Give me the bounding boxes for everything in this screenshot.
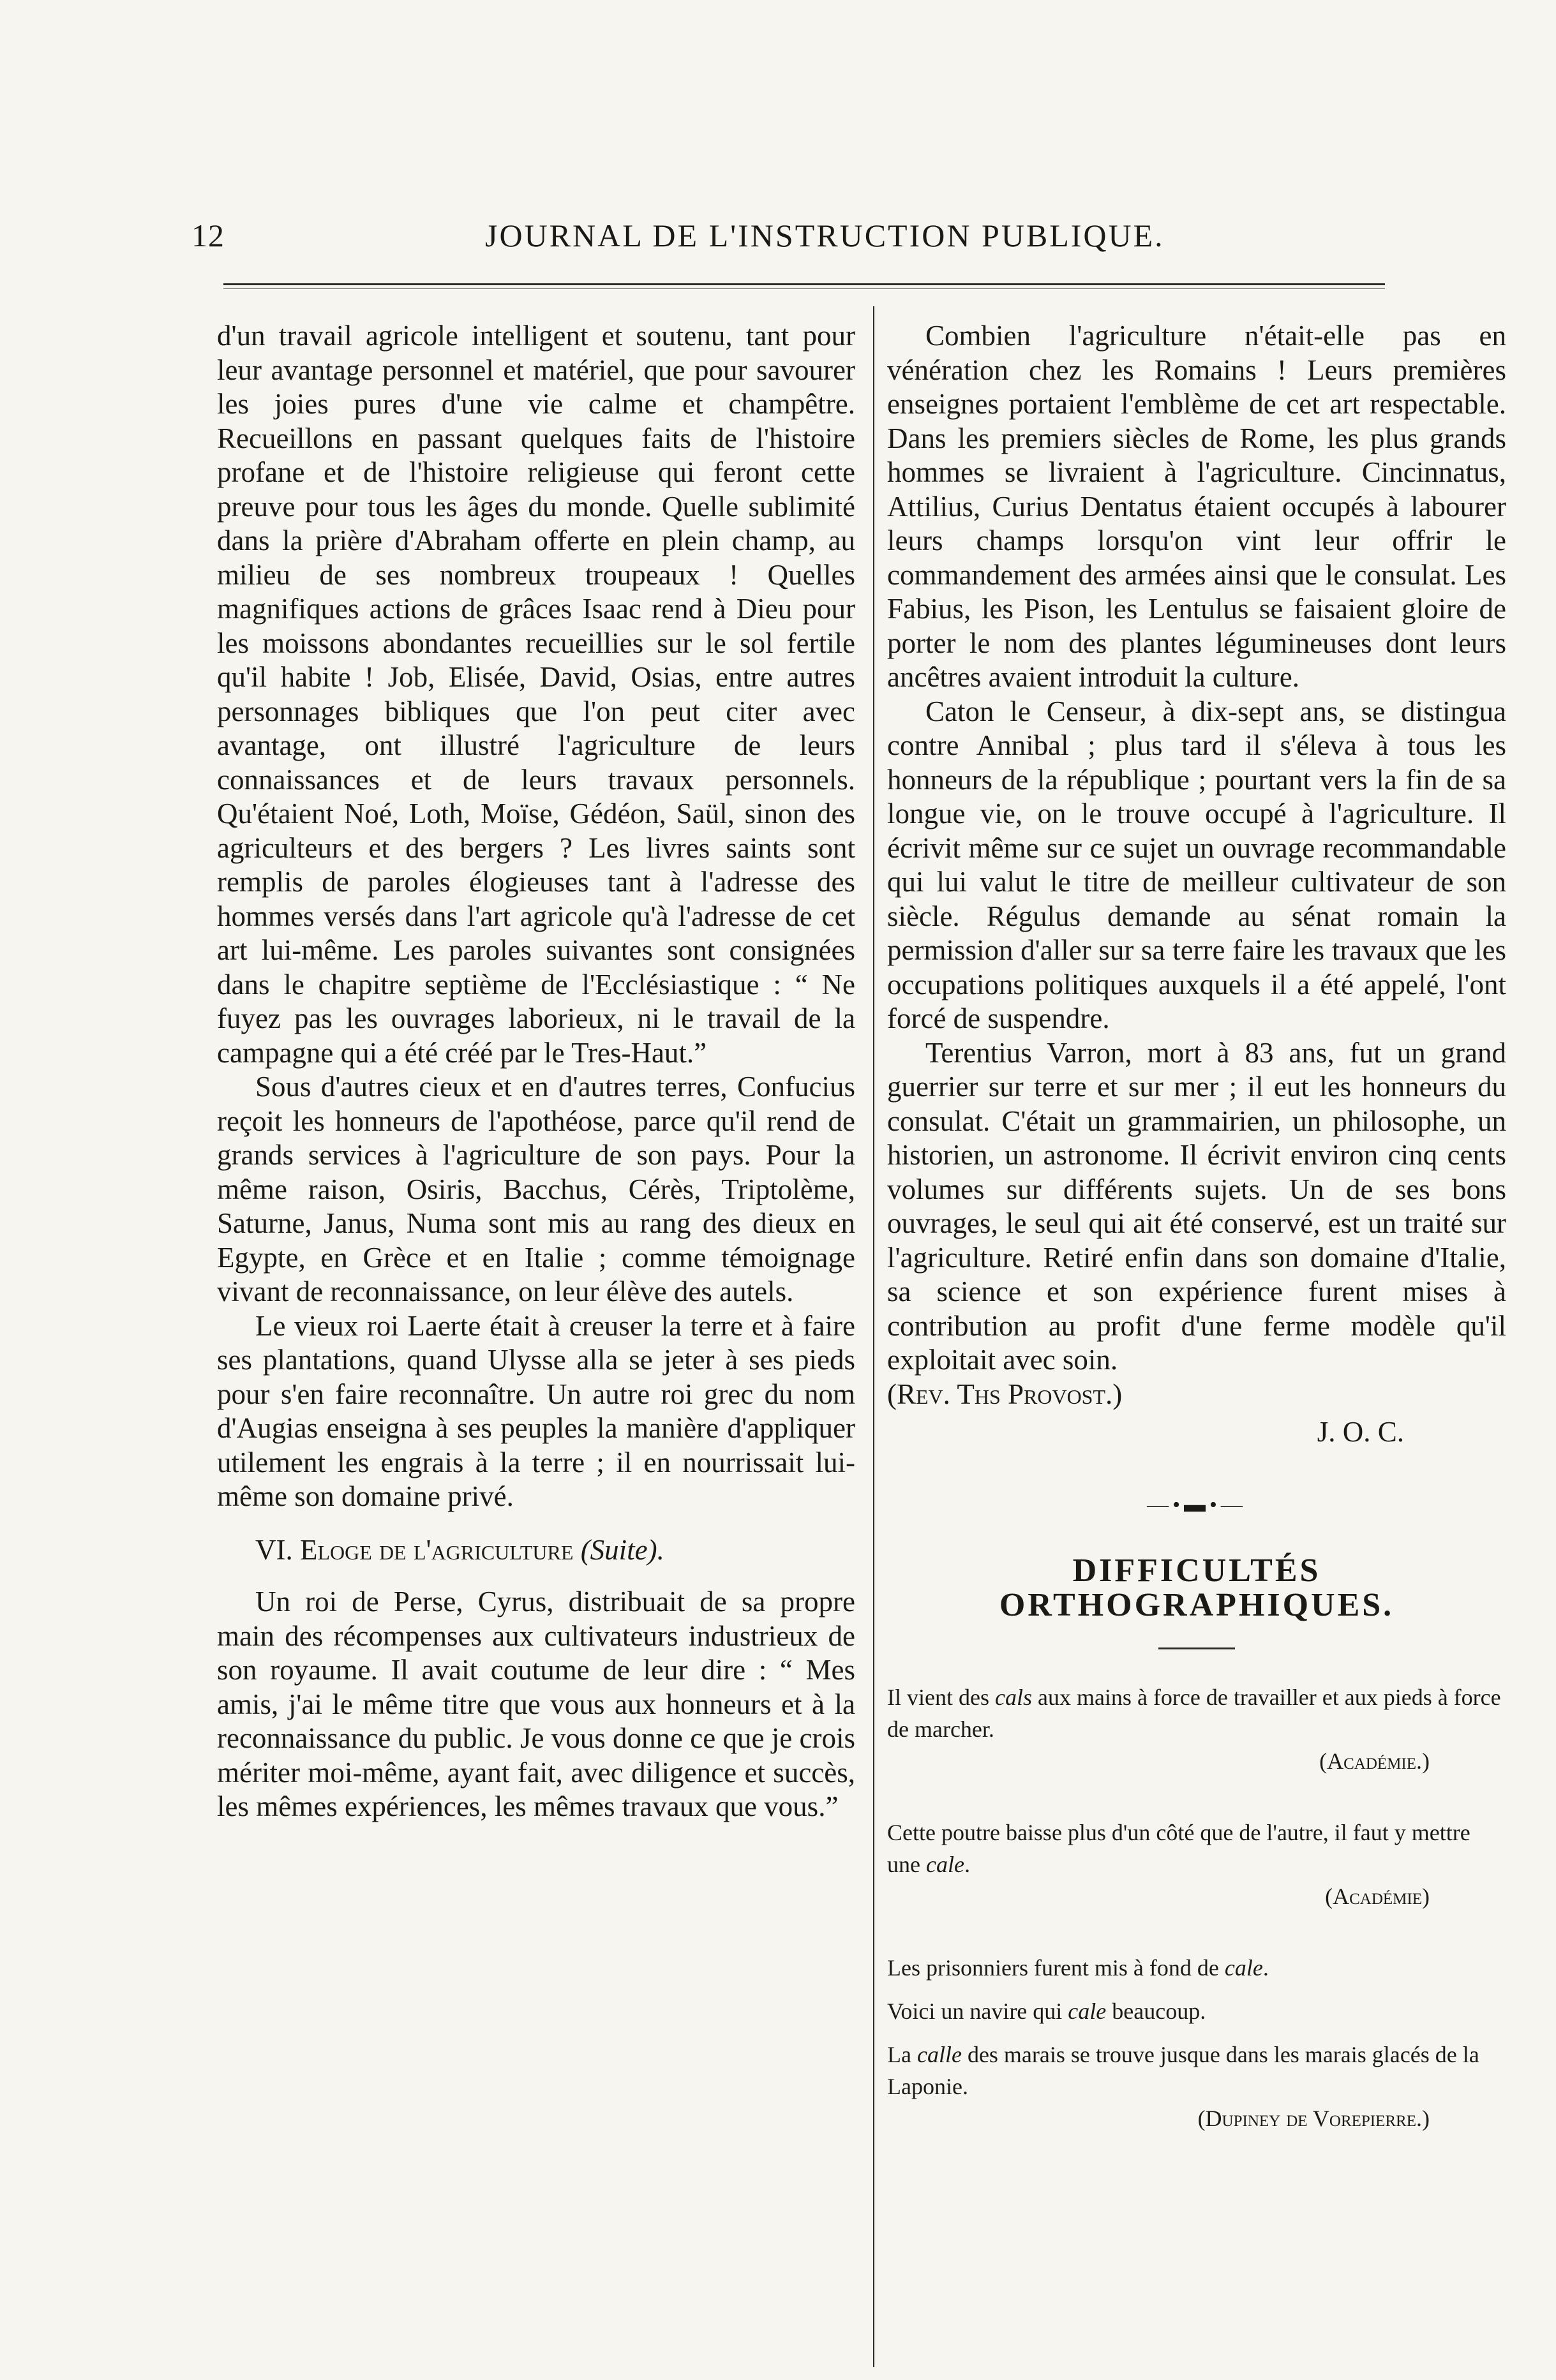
example-line: Les prisonniers furent mis à fond de cale. (887, 1955, 1269, 1981)
example-line: Il vient des cals aux mains à force de travailler et aux pieds à force de marcher. (887, 1685, 1501, 1742)
signature: J. O. C. (1317, 1416, 1404, 1448)
difficulties-examples (887, 1681, 1506, 2134)
example-word: calle (916, 2042, 962, 2067)
right-paragraph-1: Combien l'agriculture n'était-elle pas en vénération chez les Romains ! Leurs premières enseignes portaient l'emblème de cet art respectable. Dans les premiers siècles de Rome, les plus grands hommes se livraient à l'agriculture. Cincinnatus, Attilius, Curius Dentatus étaient occupés à labourer leurs champs lorsqu'on vint leur offrir le commandement des armées ainsi que le consulat. Les Fabius, les Pison, les Lentulus se faisaient gloire de porter le nom des plantes légumineuses dont leurs ancêtres avaient introduit la culture. (887, 320, 1506, 693)
section-suffix: (Suite). (580, 1533, 664, 1566)
ornament-divider: —•▬•— (1147, 1492, 1246, 1517)
left-paragraph-2: Sous d'autres cieux et en d'autres terres, Confucius reçoit les honneurs de l'apothéose, parce qu'il rend de grands services à l'agriculture de son pays. Pour la même raison, Osiris, Bacchus, Cérès, Triptolème, Saturne, Janus, Numa sont mis au rang des dieux en Egypte, en Grèce et en Italie ; comme témoignage vivant de reconnaissance, on leur élève des autels. (217, 1071, 855, 1307)
header-rule-thin (223, 288, 1385, 289)
difficulties-title: DIFFICULTÉS ORTHOGRAPHIQUES. (999, 1552, 1395, 1623)
example-line: Voici un navire qui cale beaucoup. (887, 1998, 1206, 2024)
section-heading (217, 1533, 855, 1568)
page-number: 12 (191, 218, 225, 253)
section-number: VI. (255, 1533, 293, 1566)
page-header (191, 217, 1442, 268)
header-rule (223, 283, 1385, 285)
example-word: cale (1224, 1955, 1263, 1981)
short-rule (1158, 1647, 1235, 1649)
journal-title: JOURNAL DE L'INSTRUCTION PUBLIQUE. (485, 218, 1165, 253)
left-paragraph-4: Un roi de Perse, Cyrus, distribuait de sa propre main des récompenses aux cultivateurs industrieux de son royaume. Il avait coutume de leur dire : “ Mes amis, j'ai le même titre que vous aux honneurs et à la reconnaissance du public. Je vous donne ce que je crois mériter moi-même, ayant fait, avec diligence et succès, les mêmes expériences, les mêmes travaux que vous.” (217, 1586, 855, 1822)
example-source: (Académie.) (1319, 1748, 1430, 1774)
right-paragraph-2: Caton le Censeur, à dix-sept ans, se distingua contre Annibal ; plus tard il s'éleva à tous les honneurs de la république ; pourtant vers la fin de sa longue vie, on le trouve occupé à l'agriculture. Il écrivit même sur ce sujet un ouvrage recommandable qui lui valut le titre de meilleur cultivateur de son siècle. Régulus demande au sénat romain la permission d'aller sur sa terre faire les travaux que les occupations politiques auxquels il a été appelé, l'ont forcé de suspendre. (887, 695, 1506, 1034)
example-group (887, 1681, 1506, 1777)
right-paragraph-3: Terentius Varron, mort à 83 ans, fut un grand guerrier sur terre et sur mer ; il eut les honneurs du consulat. C'était un grammairien, un philosophe, un historien, un astronome. Il écrivit environ cinq cents volumes sur différents sujets. Un de ses bons ouvrages, le seul qui ait été conservé, est un traité sur l'agriculture. Retiré enfin dans son domaine d'Italie, sa science et son expérience furent mises à contribution au profit d'une ferme modèle qu'il exploitait avec soin. (887, 1036, 1506, 1376)
example-word: cale (925, 1852, 964, 1877)
left-paragraph-3: Le vieux roi Laerte était à creuser la terre et à faire ses plantations, quand Ulysse alla se jeter à ses pieds pour s'en faire reconnaître. Un autre roi grec du nom d'Augias enseigna à ses peuples la manière d'appliquer utilement les engrais à la terre ; il en nourrissait lui-même son domaine privé. (217, 1309, 855, 1512)
example-line: Cette poutre baisse plus d'un côté que de l'autre, il faut y mettre une cale. (887, 1820, 1470, 1877)
example-source: (Dupiney de Vorepierre.) (1197, 2106, 1430, 2131)
right-column (887, 319, 1506, 2134)
section-title: Eloge de l'agriculture (299, 1533, 574, 1566)
example-word: cale (1068, 1998, 1107, 2024)
citation: (Rev. Ths Provost.) (887, 1378, 1123, 1410)
example-group (887, 1817, 1506, 1912)
column-divider (873, 306, 874, 2367)
left-paragraph-1: d'un travail agricole intelligent et soutenu, tant pour leur avantage personnel et matériel, que pour savourer les joies pures d'une vie calme et champêtre. Recueillons en passant quelques faits de l'histoire profane et de l'histoire religieuse qui feront cette preuve pour tous les âges du monde. Quelle sublimité dans la prière d'Abraham offerte en plein champ, au milieu de ses nombreux troupeaux ! Quelles magnifiques actions de grâces Isaac rend à Dieu pour les moissons abondantes recueillies sur le sol fertile qu'il habite ! Job, Elisée, David, Osias, entre autres personnages bibliques que l'on peut citer avec avantage, ont illustré l'agriculture de leurs connaissances et de leurs travaux personnels. Qu'étaient Noé, Loth, Moïse, Gédéon, Saül, sinon des agriculteurs et des bergers ? Les livres saints sont remplis de paroles élogieuses tant à l'adresse des hommes versés dans l'art agricole qu'à l'adresse de cet art lui-même. Les paroles suivantes sont consignées dans le chapitre septième de l'Ecclésiastique : “ Ne fuyez pas les ouvrages laborieux, ni le travail de la campagne qui a été créé par le Tres-Haut.” (217, 320, 855, 1069)
left-column (217, 319, 855, 1824)
example-word: cals (994, 1685, 1032, 1710)
example-source: (Académie) (1325, 1884, 1430, 1909)
example-line: La calle des marais se trouve jusque dans les marais glacés de la Laponie. (887, 2042, 1479, 2099)
